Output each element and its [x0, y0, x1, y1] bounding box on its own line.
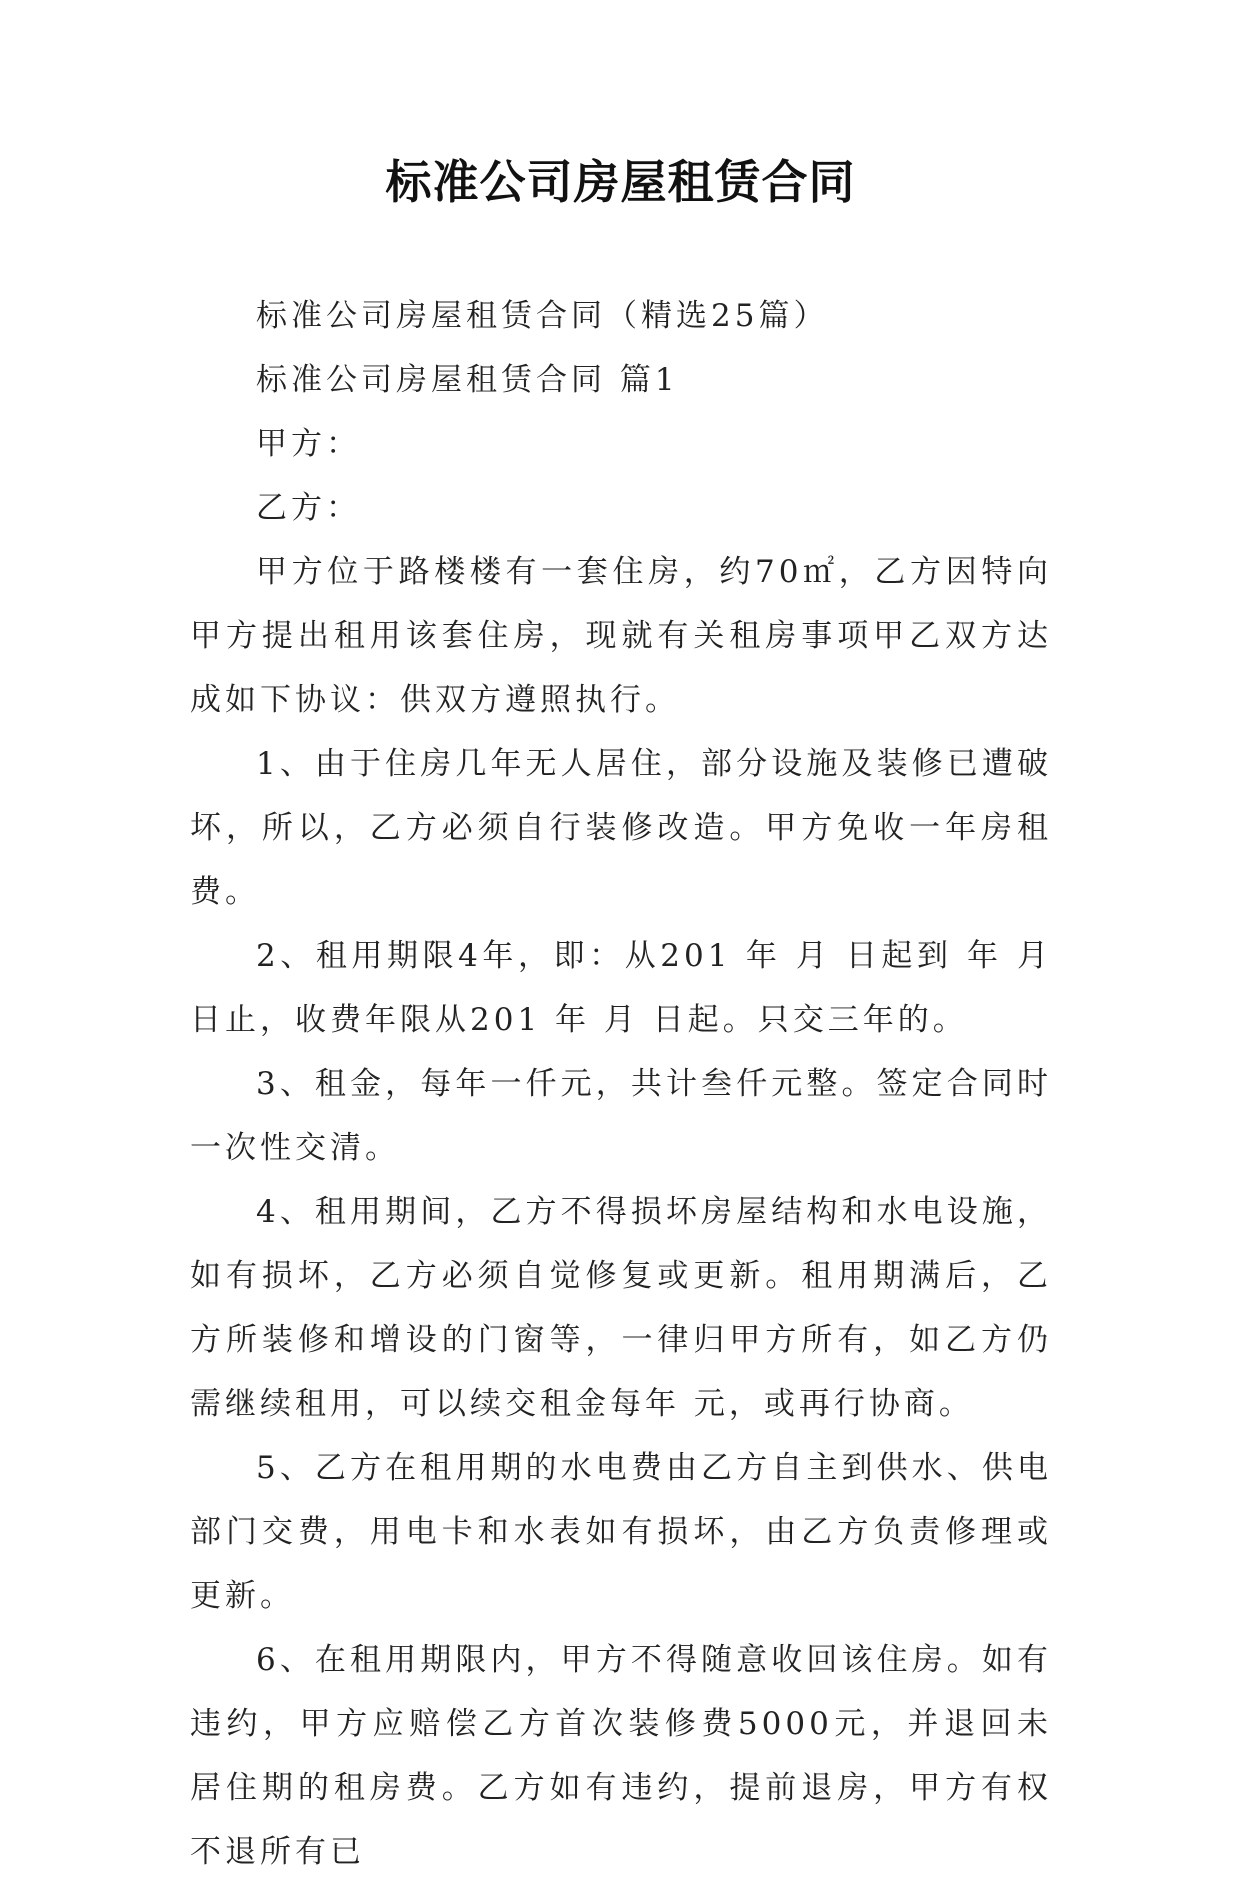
- party-b-line: 乙方：: [256, 490, 361, 526]
- section-heading: 标准公司房屋租赁合同 篇1: [256, 362, 679, 398]
- clause-5: 5、乙方在租用期的水电费由乙方自主到供水、供电部门交费，用电卡和水表如有损坏，由乙方负责修理或更新。: [190, 1450, 1052, 1614]
- clause-3: 3、租金，每年一仟元，共计叁仟元整。签定合同时一次性交清。: [190, 1066, 1052, 1166]
- clause-6: 6、在租用期限内，甲方不得随意收回该住房。如有违约，甲方应赔偿乙方首次装修费5000元，并退回未居住期的租房费。乙方如有违约，提前退房，甲方有权不退所有已: [190, 1642, 1052, 1870]
- subtitle-line: 标准公司房屋租赁合同（精选25篇）: [256, 298, 829, 334]
- document-body: [190, 284, 1052, 1884]
- clause-1: 1、由于住房几年无人居住，部分设施及装修已遭破坏，所以，乙方必须自行装修改造。甲方免收一年房租费。: [190, 746, 1052, 910]
- document-title: 标准公司房屋租赁合同: [385, 155, 856, 209]
- intro-paragraph: 甲方位于路楼楼有一套住房，约70㎡，乙方因特向甲方提出租用该套住房，现就有关租房事项甲乙双方达成如下协议：供双方遵照执行。: [190, 554, 1052, 718]
- clause-2: 2、租用期限4年，即：从201 年 月 日起到 年 月 日止，收费年限从201 年 月 日起。只交三年的。: [190, 938, 1052, 1038]
- clause-4: 4、租用期间，乙方不得损坏房屋结构和水电设施，如有损坏，乙方必须自觉修复或更新。租用期满后，乙方所装修和增设的门窗等，一律归甲方所有，如乙方仍需继续租用，可以续交租金每年 元，或再行协商。: [190, 1194, 1052, 1422]
- party-a-line: 甲方：: [256, 426, 361, 462]
